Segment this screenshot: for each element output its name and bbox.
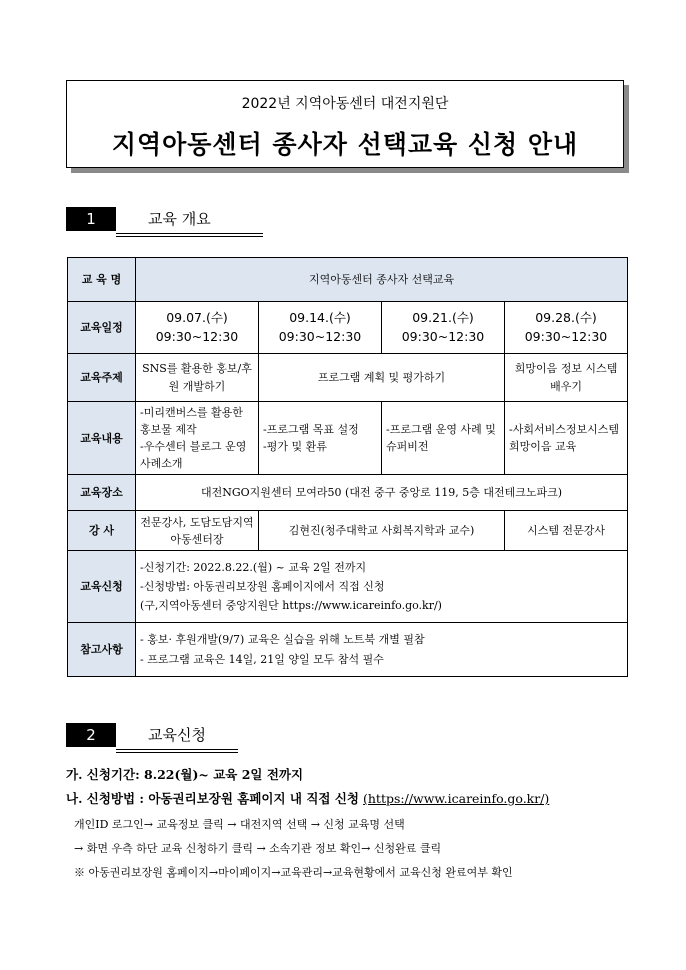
section-underline [116, 752, 238, 753]
section-title: 교육 개요 [148, 210, 211, 228]
section-title: 교육신청 [148, 726, 206, 744]
topic-cell: 프로그램 계획 및 평가하기 [259, 354, 505, 402]
content-cell: -프로그램 목표 설정 -평가 및 환류 [259, 402, 382, 475]
row-label: 교육신청 [68, 551, 136, 623]
table-row [68, 354, 628, 402]
document-title: 지역아동센터 종사자 선택교육 신청 안내 [111, 130, 579, 159]
lecturer-cell: 시스템 전문강사 [505, 511, 628, 551]
table-row [68, 258, 628, 302]
note-line: - 홍보· 후원개발(9/7) 교육은 실습을 위해 노트북 개별 필참 [140, 633, 425, 647]
step-line: → 화면 우측 하단 교육 신청하기 클릭 → 소속기관 정보 확인→ 신청완료 클릭 [74, 842, 442, 855]
application-method: 나. 신청방법 : 아동권리보장원 홈페이지 내 직접 신청 [66, 791, 360, 806]
table-row [68, 551, 628, 623]
row-label: 교육일정 [68, 302, 136, 354]
document-subtitle: 2022년 지역아동센터 대전지원단 [241, 96, 449, 112]
schedule-cell: 09.21.(수) 09:30~12:30 [382, 302, 505, 354]
section-underline [116, 749, 238, 750]
topic-cell: SNS를 활용한 홍보/후원 개발하기 [136, 354, 259, 402]
topic-cell: 희망이음 정보 시스템 배우기 [505, 354, 628, 402]
course-name: 지역아동센터 종사자 선택교육 [136, 258, 628, 302]
overview-table [67, 257, 628, 677]
section-underline [116, 236, 263, 237]
step-line: 개인ID 로그인→ 교육정보 클릭 → 대전지역 선택 → 신청 교육명 선택 [74, 818, 405, 831]
table-row [68, 475, 628, 511]
content-cell: -프로그램 운영 사례 및 슈퍼비전 [382, 402, 505, 475]
section-underline [116, 233, 263, 234]
application-period: 가. 신청기간: 8.22(월)~ 교육 2일 전까지 [66, 767, 304, 782]
apply-line: -신청기간: 2022.8.22.(월) ~ 교육 2일 전까지 [140, 560, 367, 574]
title-box [66, 80, 624, 168]
row-label: 강 사 [68, 511, 136, 551]
schedule-cell: 09.07.(수) 09:30~12:30 [136, 302, 259, 354]
row-label: 교육주제 [68, 354, 136, 402]
apply-line: (구,지역아동센터 중앙지원단 https://www.icareinfo.go.kr/) [140, 599, 442, 613]
section-number: 2 [66, 723, 116, 747]
schedule-cell: 09.28.(수) 09:30~12:30 [505, 302, 628, 354]
place-value: 대전NGO지원센터 모여라50 (대전 중구 중앙로 119, 5층 대전테크노파크) [136, 475, 628, 511]
note-line: - 프로그램 교육은 14일, 21일 양일 모두 참석 필수 [140, 652, 384, 666]
application-link[interactable]: (https://www.icareinfo.go.kr/) [363, 791, 550, 806]
table-row [68, 623, 628, 677]
lecturer-cell: 김현진(청주대학교 사회복지학과 교수) [259, 511, 505, 551]
schedule-cell: 09.14.(수) 09:30~12:30 [259, 302, 382, 354]
table-row [68, 302, 628, 354]
content-cell: -사회서비스정보시스템 희망이음 교육 [505, 402, 628, 475]
row-label: 교 육 명 [68, 258, 136, 302]
section-1-header [66, 207, 263, 231]
section-2-header [66, 723, 238, 747]
step-line: ※ 아동권리보장원 홈페이지→마이페이지→교육관리→교육현황에서 교육신청 완료여부 확인 [74, 866, 513, 879]
row-label: 교육내용 [68, 402, 136, 475]
apply-cell [136, 551, 628, 623]
row-label: 교육장소 [68, 475, 136, 511]
apply-line: -신청방법: 아동권리보장원 홈페이지에서 직접 신청 [140, 580, 385, 594]
row-label: 참고사항 [68, 623, 136, 677]
application-method-line [66, 789, 549, 807]
table-row [68, 511, 628, 551]
section-number: 1 [66, 207, 116, 231]
table-row [68, 402, 628, 475]
notes-cell [136, 623, 628, 677]
content-cell: -미리캔버스를 활용한 홍보물 제작 -우수센터 블로그 운영 사례소개 [136, 402, 259, 475]
lecturer-cell: 전문강사, 도담도담지역아동센터장 [136, 511, 259, 551]
